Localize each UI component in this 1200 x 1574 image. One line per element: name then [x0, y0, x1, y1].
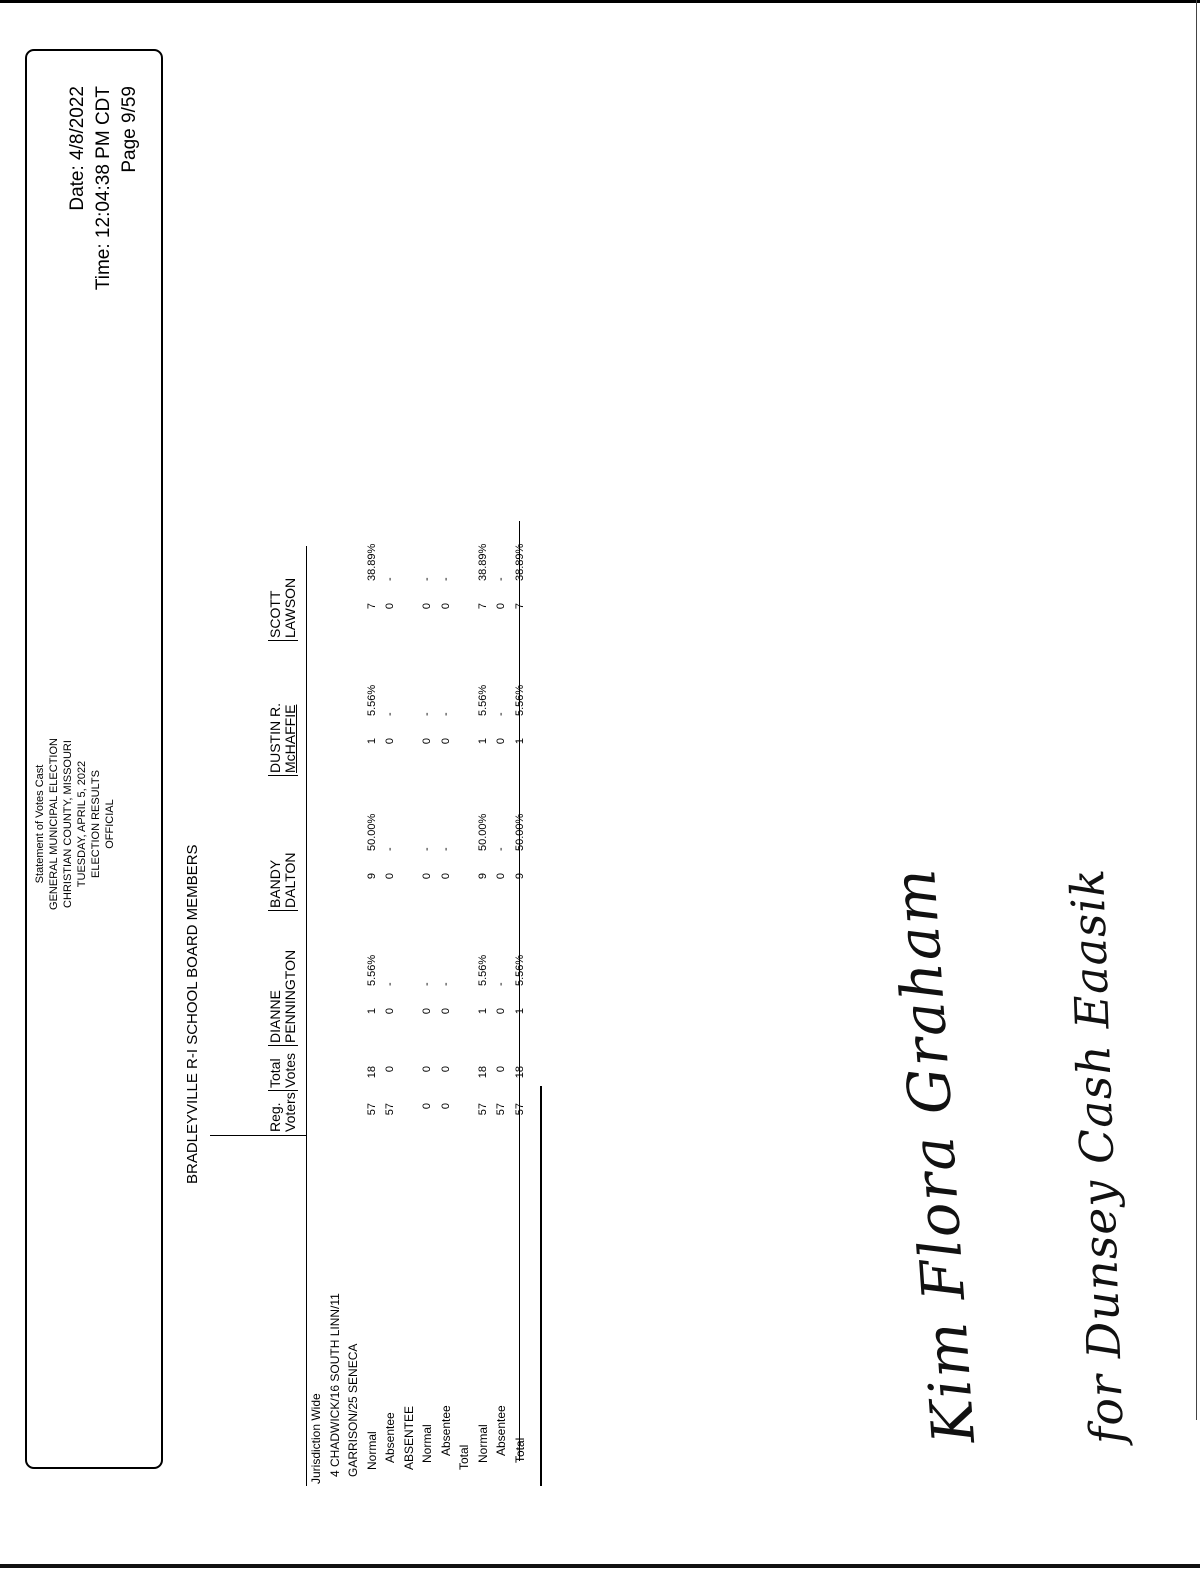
cell-candidate-percent: - [421, 712, 433, 716]
cell-candidate-votes: 1 [513, 738, 526, 745]
col-header-dalton: BANDY DALTON [268, 853, 298, 912]
report-stamp [65, 86, 143, 290]
bottom-rule [540, 1086, 542, 1486]
header-rule [306, 546, 307, 1486]
cell-candidate-percent: - [384, 982, 396, 986]
report-title-block [33, 594, 117, 1054]
title-line-4: TUESDAY, APRIL 5, 2022 [76, 760, 88, 888]
cell-candidate-votes: 9 [365, 873, 378, 880]
report-time: Time: 12:04:38 PM CDT [93, 86, 114, 291]
row-label: 4 CHADWICK/16 SOUTH LINN/11 [327, 1293, 342, 1477]
cell-candidate-percent: 38.89% [365, 543, 378, 581]
cell-total-votes: 0 [421, 1066, 433, 1073]
col-header-mchaffie: DUSTIN R. McHAFFIE [268, 703, 298, 776]
cell-candidate-votes: 0 [495, 873, 507, 880]
cell-total-votes: 0 [439, 1066, 452, 1073]
cell-candidate-votes: 0 [384, 873, 396, 880]
row-label: Normal [364, 1431, 379, 1470]
cell-candidate-votes: 1 [476, 1008, 489, 1015]
cell-reg-voters: 57 [513, 1103, 526, 1116]
cell-candidate-votes: 0 [439, 738, 452, 745]
cell-candidate-votes: 0 [439, 603, 452, 610]
cell-candidate-votes: 0 [384, 1008, 396, 1015]
cell-candidate-votes: 0 [421, 1008, 433, 1015]
cell-candidate-percent: 50.00% [513, 813, 526, 851]
cell-candidate-votes: 7 [513, 603, 526, 610]
col-header-total-votes: Total Votes [268, 1053, 298, 1091]
cell-candidate-votes: 7 [476, 603, 489, 610]
cell-candidate-percent: 5.56% [476, 954, 489, 986]
cell-candidate-votes: 9 [513, 873, 526, 880]
cell-total-votes: 0 [495, 1066, 507, 1073]
cell-reg-voters: 0 [421, 1103, 433, 1110]
title-line-6: OFFICIAL [104, 799, 116, 849]
cell-candidate-votes: 0 [384, 738, 396, 745]
cell-candidate-percent: 38.89% [476, 543, 489, 581]
cell-total-votes: 18 [513, 1066, 526, 1079]
cell-candidate-percent: 50.00% [365, 813, 378, 851]
title-line-1: Statement of Votes Cast [34, 764, 46, 884]
cell-candidate-percent: 5.56% [476, 684, 489, 716]
signature-2: for Dunsey Cash Eaasik [1059, 867, 1135, 1445]
cell-total-votes: 18 [476, 1066, 489, 1079]
col-header-lawson: SCOTT LAWSON [268, 578, 298, 641]
row-label: Total [457, 1444, 471, 1470]
cell-candidate-votes: 1 [365, 738, 378, 745]
cell-candidate-percent: - [439, 577, 452, 581]
row-label: Absentee [494, 1405, 508, 1456]
cell-reg-voters: 57 [384, 1103, 396, 1116]
results-table [210, 526, 547, 1486]
cell-candidate-votes: 0 [495, 1008, 507, 1015]
row-label: GARRISON/25 SENECA [346, 1343, 360, 1477]
cell-candidate-votes: 0 [439, 873, 452, 880]
cell-candidate-percent: 5.56% [513, 954, 526, 986]
cell-candidate-percent: - [384, 712, 396, 716]
cell-candidate-percent: 5.56% [513, 684, 526, 716]
row-label: Normal [475, 1424, 490, 1463]
report-page: Page 9/59 [119, 86, 140, 173]
cell-candidate-percent: - [384, 577, 396, 581]
contest-title: BRADLEYVILLE R-I SCHOOL BOARD MEMBERS [184, 844, 201, 1184]
cell-candidate-percent: 50.00% [476, 813, 489, 851]
cell-reg-voters: 0 [439, 1103, 452, 1110]
cell-candidate-votes: 0 [421, 738, 433, 745]
cell-candidate-percent: - [495, 847, 507, 851]
row-label: Absentee [438, 1405, 453, 1456]
cell-candidate-votes: 1 [365, 1008, 378, 1015]
cell-candidate-votes: 7 [365, 603, 378, 610]
cell-candidate-percent: - [439, 847, 452, 851]
total-rule [519, 521, 520, 1461]
col-header-pennington: DIANNE PENNINGTON [268, 950, 298, 1046]
cell-candidate-percent: 5.56% [365, 684, 378, 716]
cell-candidate-votes: 0 [495, 738, 507, 745]
cell-candidate-votes: 0 [421, 603, 433, 610]
header-divider [210, 1135, 306, 1136]
row-label: Normal [420, 1424, 434, 1463]
cell-candidate-percent: - [421, 982, 433, 986]
cell-candidate-votes: 0 [495, 603, 507, 610]
col-header-reg-voters: Reg. Voters [267, 1092, 298, 1132]
cell-candidate-votes: 1 [513, 1008, 526, 1015]
cell-candidate-percent: 38.89% [513, 543, 526, 581]
cell-candidate-votes: 0 [421, 873, 433, 880]
cell-candidate-votes: 1 [476, 738, 489, 745]
cell-candidate-percent: - [439, 712, 452, 716]
cell-candidate-percent: - [439, 982, 452, 986]
title-line-3: CHRISTIAN COUNTY, MISSOURI [62, 740, 74, 908]
cell-candidate-votes: 0 [384, 603, 396, 610]
title-line-5: ELECTION RESULTS [90, 770, 102, 878]
cell-candidate-votes: 9 [476, 873, 489, 880]
cell-candidate-percent: - [421, 847, 433, 851]
cell-candidate-percent: 5.56% [365, 954, 378, 986]
cell-candidate-votes: 0 [439, 1008, 452, 1015]
cell-total-votes: 0 [384, 1066, 396, 1073]
cell-candidate-percent: - [495, 577, 507, 581]
row-label: Jurisdiction Wide [309, 1393, 323, 1484]
row-label: Total [512, 1437, 527, 1463]
cell-candidate-percent: - [421, 577, 433, 581]
cell-reg-voters: 57 [476, 1103, 489, 1116]
signature-1: Kim Flora Graham [879, 864, 989, 1446]
title-line-2: GENERAL MUNICIPAL ELECTION [48, 738, 60, 910]
cell-reg-voters: 57 [365, 1103, 378, 1116]
cell-reg-voters: 57 [495, 1103, 507, 1116]
cell-candidate-percent: - [495, 712, 507, 716]
row-label: Absentee [383, 1412, 397, 1463]
report-date: Date: 4/8/2022 [67, 86, 88, 211]
cell-candidate-percent: - [384, 847, 396, 851]
cell-total-votes: 18 [365, 1066, 378, 1079]
cell-candidate-percent: - [495, 982, 507, 986]
row-label: ABSENTEE [401, 1405, 416, 1470]
